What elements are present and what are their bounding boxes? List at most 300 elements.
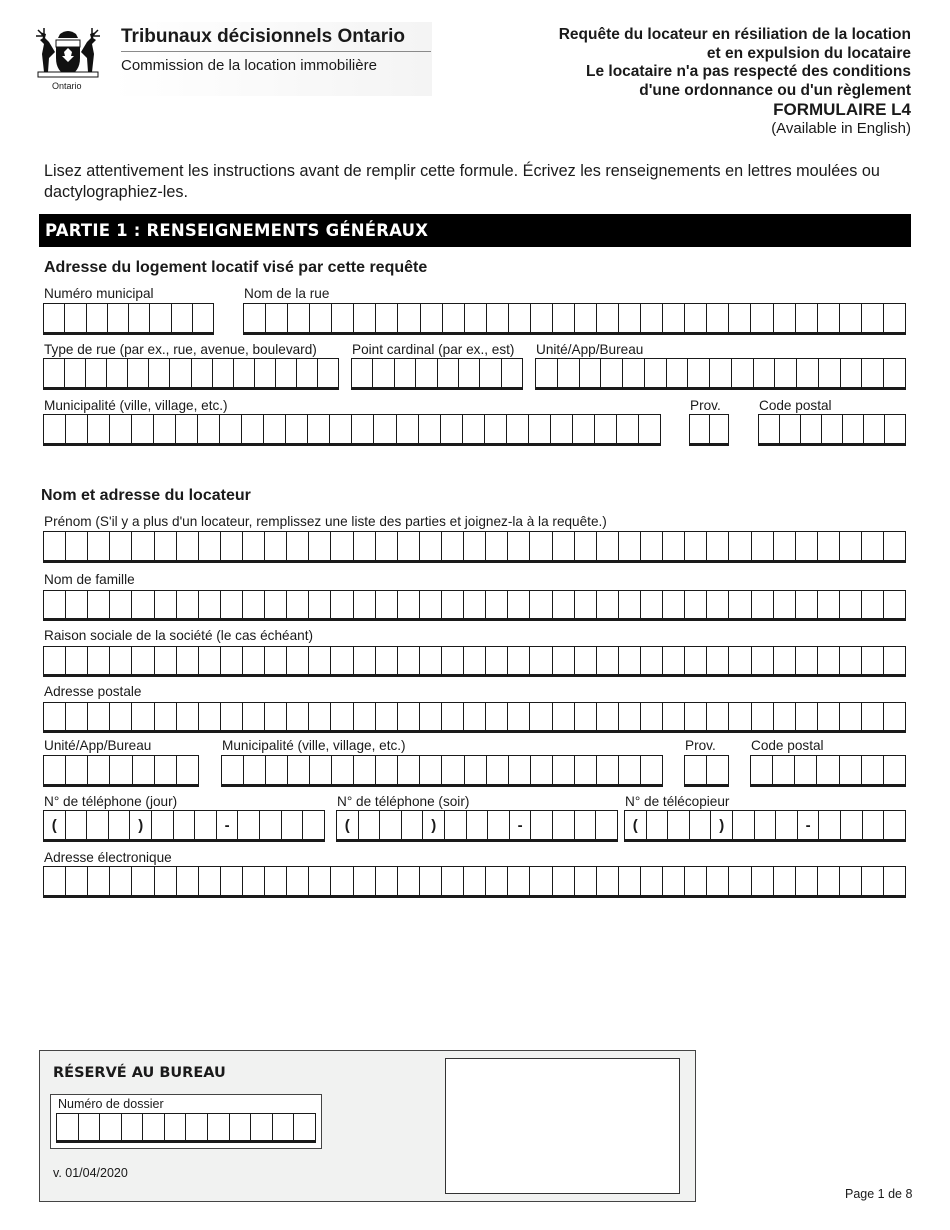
character-cell[interactable] xyxy=(595,811,617,839)
character-cell[interactable] xyxy=(706,304,728,332)
character-cell[interactable] xyxy=(772,756,794,784)
character-cell[interactable] xyxy=(596,647,618,674)
character-cell[interactable] xyxy=(507,867,529,895)
character-cell[interactable] xyxy=(109,532,131,560)
character-cell[interactable] xyxy=(530,756,552,784)
character-cell[interactable] xyxy=(706,703,728,730)
character-cell[interactable] xyxy=(818,811,840,839)
character-cell[interactable] xyxy=(883,703,905,730)
character-cell[interactable] xyxy=(128,304,149,332)
character-cell[interactable] xyxy=(800,415,821,443)
character-cell[interactable] xyxy=(65,647,87,674)
character-cell[interactable] xyxy=(884,415,905,443)
character-cell[interactable] xyxy=(529,591,551,618)
character-cell[interactable] xyxy=(709,359,731,387)
street-number-field[interactable] xyxy=(43,303,214,335)
character-cell[interactable] xyxy=(662,703,684,730)
character-cell[interactable] xyxy=(87,756,109,784)
character-cell[interactable] xyxy=(618,591,640,618)
character-cell[interactable] xyxy=(44,415,65,443)
character-cell[interactable] xyxy=(861,867,883,895)
character-cell[interactable] xyxy=(618,304,640,332)
character-cell[interactable] xyxy=(817,304,839,332)
character-cell[interactable] xyxy=(883,304,905,332)
phone-evening-field[interactable] xyxy=(336,810,618,842)
character-cell[interactable] xyxy=(839,756,861,784)
character-cell[interactable] xyxy=(131,703,153,730)
character-cell[interactable] xyxy=(242,591,264,618)
character-cell[interactable] xyxy=(773,304,795,332)
character-cell[interactable] xyxy=(176,867,198,895)
character-cell[interactable] xyxy=(861,703,883,730)
last-name-field[interactable] xyxy=(43,590,906,621)
character-cell[interactable] xyxy=(883,359,905,387)
character-cell[interactable] xyxy=(485,591,507,618)
character-cell[interactable] xyxy=(684,532,706,560)
character-cell[interactable] xyxy=(466,811,488,839)
character-cell[interactable] xyxy=(302,811,324,839)
character-cell[interactable] xyxy=(839,647,861,674)
character-cell[interactable] xyxy=(883,591,905,618)
character-cell[interactable] xyxy=(307,415,329,443)
email-field[interactable] xyxy=(43,866,906,898)
province-field[interactable] xyxy=(689,414,729,446)
character-cell[interactable] xyxy=(286,703,308,730)
character-cell[interactable] xyxy=(154,756,176,784)
character-cell[interactable] xyxy=(379,811,401,839)
character-cell[interactable] xyxy=(644,359,666,387)
character-cell[interactable] xyxy=(596,756,618,784)
character-cell[interactable] xyxy=(485,532,507,560)
character-cell[interactable] xyxy=(441,756,463,784)
character-cell[interactable] xyxy=(550,415,572,443)
character-cell[interactable] xyxy=(87,703,109,730)
character-cell[interactable] xyxy=(375,867,397,895)
character-cell[interactable] xyxy=(579,359,601,387)
character-cell[interactable] xyxy=(574,756,596,784)
landlord-municipality-field[interactable] xyxy=(221,755,663,787)
character-cell[interactable] xyxy=(401,811,423,839)
character-cell[interactable] xyxy=(154,647,176,674)
character-cell[interactable] xyxy=(536,359,557,387)
character-cell[interactable] xyxy=(840,811,862,839)
character-cell[interactable] xyxy=(572,415,594,443)
character-cell[interactable] xyxy=(817,591,839,618)
character-cell[interactable] xyxy=(618,532,640,560)
character-cell[interactable] xyxy=(487,811,509,839)
character-cell[interactable] xyxy=(754,811,776,839)
character-cell[interactable] xyxy=(78,1114,100,1140)
character-cell[interactable] xyxy=(109,591,131,618)
file-number-field[interactable] xyxy=(56,1113,316,1143)
character-cell[interactable] xyxy=(816,756,838,784)
character-cell[interactable] xyxy=(44,591,65,618)
character-cell[interactable] xyxy=(529,867,551,895)
character-cell[interactable] xyxy=(444,811,466,839)
character-cell[interactable] xyxy=(751,591,773,618)
character-cell[interactable] xyxy=(154,867,176,895)
street-type-field[interactable] xyxy=(43,358,339,390)
character-cell[interactable] xyxy=(87,532,109,560)
character-cell[interactable] xyxy=(375,532,397,560)
character-cell[interactable] xyxy=(883,756,905,784)
character-cell[interactable] xyxy=(596,532,618,560)
character-cell[interactable] xyxy=(272,1114,294,1140)
character-cell[interactable] xyxy=(286,591,308,618)
character-cell[interactable] xyxy=(441,532,463,560)
character-cell[interactable] xyxy=(795,591,817,618)
character-cell[interactable] xyxy=(107,304,128,332)
character-cell[interactable] xyxy=(109,415,131,443)
character-cell[interactable] xyxy=(862,811,884,839)
character-cell[interactable] xyxy=(751,703,773,730)
character-cell[interactable] xyxy=(706,591,728,618)
character-cell[interactable] xyxy=(220,647,242,674)
character-cell[interactable] xyxy=(690,415,709,443)
character-cell[interactable] xyxy=(684,304,706,332)
character-cell[interactable] xyxy=(419,867,441,895)
character-cell[interactable] xyxy=(750,304,772,332)
character-cell[interactable] xyxy=(817,647,839,674)
character-cell[interactable] xyxy=(222,756,243,784)
character-cell[interactable] xyxy=(64,359,85,387)
character-cell[interactable] xyxy=(507,591,529,618)
character-cell[interactable] xyxy=(839,703,861,730)
character-cell[interactable] xyxy=(263,415,285,443)
character-cell[interactable] xyxy=(375,703,397,730)
character-cell[interactable] xyxy=(728,532,750,560)
character-cell[interactable] xyxy=(640,647,662,674)
character-cell[interactable] xyxy=(220,591,242,618)
character-cell[interactable] xyxy=(731,359,753,387)
character-cell[interactable] xyxy=(462,415,484,443)
character-cell[interactable] xyxy=(207,1114,229,1140)
character-cell[interactable] xyxy=(86,811,108,839)
character-cell[interactable] xyxy=(142,1114,164,1140)
character-cell[interactable] xyxy=(751,756,772,784)
character-cell[interactable] xyxy=(552,811,574,839)
character-cell[interactable] xyxy=(552,867,574,895)
character-cell[interactable] xyxy=(662,532,684,560)
character-cell[interactable] xyxy=(463,532,485,560)
character-cell[interactable] xyxy=(242,703,264,730)
character-cell[interactable] xyxy=(173,811,195,839)
character-cell[interactable] xyxy=(131,532,153,560)
character-cell[interactable] xyxy=(153,415,175,443)
character-cell[interactable] xyxy=(44,756,65,784)
character-cell[interactable] xyxy=(463,647,485,674)
character-cell[interactable] xyxy=(353,867,375,895)
character-cell[interactable] xyxy=(308,647,330,674)
character-cell[interactable] xyxy=(817,867,839,895)
character-cell[interactable] xyxy=(773,532,795,560)
character-cell[interactable] xyxy=(259,811,281,839)
character-cell[interactable] xyxy=(286,532,308,560)
character-cell[interactable] xyxy=(242,647,264,674)
character-cell[interactable] xyxy=(264,532,286,560)
character-cell[interactable] xyxy=(121,1114,143,1140)
character-cell[interactable] xyxy=(684,867,706,895)
character-cell[interactable] xyxy=(706,756,728,784)
character-cell[interactable] xyxy=(44,532,65,560)
character-cell[interactable] xyxy=(415,359,436,387)
character-cell[interactable] xyxy=(87,591,109,618)
character-cell[interactable] xyxy=(662,867,684,895)
character-cell[interactable] xyxy=(557,359,579,387)
municipality-field[interactable] xyxy=(43,414,661,446)
character-cell[interactable] xyxy=(728,591,750,618)
landlord-postal-code-field[interactable] xyxy=(750,755,906,787)
character-cell[interactable] xyxy=(616,415,638,443)
character-cell[interactable] xyxy=(65,811,87,839)
character-cell[interactable] xyxy=(175,415,197,443)
character-cell[interactable] xyxy=(57,1114,78,1140)
character-cell[interactable] xyxy=(529,647,551,674)
character-cell[interactable] xyxy=(773,703,795,730)
character-cell[interactable] xyxy=(640,304,662,332)
character-cell[interactable] xyxy=(759,415,779,443)
character-cell[interactable] xyxy=(331,756,353,784)
phone-day-field[interactable] xyxy=(43,810,325,842)
character-cell[interactable] xyxy=(397,532,419,560)
character-cell[interactable] xyxy=(506,415,528,443)
character-cell[interactable] xyxy=(64,304,85,332)
character-cell[interactable] xyxy=(501,359,522,387)
character-cell[interactable] xyxy=(198,867,220,895)
character-cell[interactable] xyxy=(242,532,264,560)
character-cell[interactable] xyxy=(437,359,458,387)
character-cell[interactable] xyxy=(330,703,352,730)
character-cell[interactable] xyxy=(397,304,419,332)
character-cell[interactable] xyxy=(839,532,861,560)
character-cell[interactable] xyxy=(287,304,309,332)
character-cell[interactable] xyxy=(662,647,684,674)
character-cell[interactable] xyxy=(330,532,352,560)
character-cell[interactable] xyxy=(666,359,688,387)
character-cell[interactable] xyxy=(308,867,330,895)
character-cell[interactable] xyxy=(330,867,352,895)
character-cell[interactable] xyxy=(149,304,170,332)
character-cell[interactable] xyxy=(151,811,173,839)
character-cell[interactable] xyxy=(396,415,418,443)
character-cell[interactable] xyxy=(373,415,395,443)
company-name-field[interactable] xyxy=(43,646,906,677)
character-cell[interactable] xyxy=(397,591,419,618)
character-cell[interactable] xyxy=(507,703,529,730)
character-cell[interactable] xyxy=(618,867,640,895)
character-cell[interactable] xyxy=(751,867,773,895)
character-cell[interactable] xyxy=(684,647,706,674)
character-cell[interactable] xyxy=(164,1114,186,1140)
character-cell[interactable] xyxy=(464,756,486,784)
character-cell[interactable] xyxy=(191,359,212,387)
character-cell[interactable] xyxy=(574,647,596,674)
direction-field[interactable] xyxy=(351,358,523,390)
character-cell[interactable] xyxy=(285,415,307,443)
character-cell[interactable] xyxy=(709,415,729,443)
character-cell[interactable] xyxy=(264,647,286,674)
character-cell[interactable] xyxy=(275,359,296,387)
unit-field[interactable] xyxy=(535,358,906,390)
character-cell[interactable] xyxy=(397,703,419,730)
character-cell[interactable] xyxy=(863,415,884,443)
character-cell[interactable] xyxy=(308,591,330,618)
character-cell[interactable] xyxy=(265,304,287,332)
character-cell[interactable] xyxy=(728,703,750,730)
character-cell[interactable] xyxy=(441,591,463,618)
character-cell[interactable] xyxy=(662,304,684,332)
character-cell[interactable] xyxy=(596,591,618,618)
character-cell[interactable] xyxy=(883,811,905,839)
character-cell[interactable] xyxy=(131,647,153,674)
character-cell[interactable] xyxy=(861,304,883,332)
character-cell[interactable] xyxy=(441,703,463,730)
character-cell[interactable] xyxy=(464,304,486,332)
character-cell[interactable] xyxy=(243,756,265,784)
character-cell[interactable] xyxy=(219,415,241,443)
character-cell[interactable] xyxy=(220,532,242,560)
character-cell[interactable] xyxy=(330,591,352,618)
character-cell[interactable] xyxy=(775,811,797,839)
character-cell[interactable] xyxy=(281,811,303,839)
character-cell[interactable] xyxy=(250,1114,272,1140)
character-cell[interactable] xyxy=(86,304,107,332)
character-cell[interactable] xyxy=(751,532,773,560)
character-cell[interactable] xyxy=(596,304,618,332)
character-cell[interactable] xyxy=(44,359,64,387)
character-cell[interactable] xyxy=(667,811,689,839)
character-cell[interactable] xyxy=(353,304,375,332)
character-cell[interactable] xyxy=(507,532,529,560)
character-cell[interactable] xyxy=(508,304,530,332)
character-cell[interactable] xyxy=(65,415,87,443)
character-cell[interactable] xyxy=(286,867,308,895)
character-cell[interactable] xyxy=(640,867,662,895)
character-cell[interactable] xyxy=(65,867,87,895)
character-cell[interactable] xyxy=(821,415,842,443)
character-cell[interactable] xyxy=(254,359,275,387)
character-cell[interactable] xyxy=(109,703,131,730)
character-cell[interactable] xyxy=(687,359,709,387)
character-cell[interactable] xyxy=(264,591,286,618)
character-cell[interactable] xyxy=(795,867,817,895)
character-cell[interactable] xyxy=(530,304,552,332)
character-cell[interactable] xyxy=(508,756,530,784)
character-cell[interactable] xyxy=(397,647,419,674)
character-cell[interactable] xyxy=(87,867,109,895)
character-cell[interactable] xyxy=(85,359,106,387)
character-cell[interactable] xyxy=(419,703,441,730)
character-cell[interactable] xyxy=(552,304,574,332)
postal-code-field[interactable] xyxy=(758,414,906,446)
character-cell[interactable] xyxy=(484,415,506,443)
character-cell[interactable] xyxy=(317,359,338,387)
character-cell[interactable] xyxy=(353,756,375,784)
character-cell[interactable] xyxy=(622,359,644,387)
character-cell[interactable] xyxy=(351,415,373,443)
character-cell[interactable] xyxy=(552,647,574,674)
character-cell[interactable] xyxy=(751,647,773,674)
fax-field[interactable] xyxy=(624,810,906,842)
character-cell[interactable] xyxy=(552,756,574,784)
character-cell[interactable] xyxy=(420,304,442,332)
character-cell[interactable] xyxy=(353,703,375,730)
character-cell[interactable] xyxy=(353,591,375,618)
character-cell[interactable] xyxy=(197,415,219,443)
character-cell[interactable] xyxy=(220,867,242,895)
character-cell[interactable] xyxy=(773,867,795,895)
character-cell[interactable] xyxy=(529,703,551,730)
character-cell[interactable] xyxy=(574,591,596,618)
character-cell[interactable] xyxy=(296,359,317,387)
character-cell[interactable] xyxy=(65,756,87,784)
character-cell[interactable] xyxy=(706,647,728,674)
character-cell[interactable] xyxy=(817,532,839,560)
character-cell[interactable] xyxy=(132,756,154,784)
character-cell[interactable] xyxy=(264,867,286,895)
character-cell[interactable] xyxy=(237,811,259,839)
character-cell[interactable] xyxy=(109,647,131,674)
character-cell[interactable] xyxy=(794,756,816,784)
character-cell[interactable] xyxy=(463,703,485,730)
character-cell[interactable] xyxy=(375,304,397,332)
character-cell[interactable] xyxy=(706,532,728,560)
character-cell[interactable] xyxy=(309,304,331,332)
character-cell[interactable] xyxy=(148,359,169,387)
character-cell[interactable] xyxy=(529,532,551,560)
character-cell[interactable] xyxy=(330,647,352,674)
character-cell[interactable] xyxy=(507,647,529,674)
character-cell[interactable] xyxy=(463,867,485,895)
character-cell[interactable] xyxy=(329,415,351,443)
character-cell[interactable] xyxy=(358,811,380,839)
character-cell[interactable] xyxy=(574,867,596,895)
character-cell[interactable] xyxy=(418,415,440,443)
character-cell[interactable] xyxy=(233,359,254,387)
character-cell[interactable] xyxy=(308,703,330,730)
character-cell[interactable] xyxy=(87,415,109,443)
character-cell[interactable] xyxy=(154,532,176,560)
character-cell[interactable] xyxy=(774,359,796,387)
character-cell[interactable] xyxy=(308,532,330,560)
character-cell[interactable] xyxy=(442,304,464,332)
mailing-address-field[interactable] xyxy=(43,702,906,733)
character-cell[interactable] xyxy=(241,415,263,443)
character-cell[interactable] xyxy=(640,756,662,784)
character-cell[interactable] xyxy=(463,591,485,618)
character-cell[interactable] xyxy=(265,756,287,784)
character-cell[interactable] xyxy=(375,647,397,674)
character-cell[interactable] xyxy=(861,647,883,674)
character-cell[interactable] xyxy=(574,703,596,730)
character-cell[interactable] xyxy=(706,867,728,895)
character-cell[interactable] xyxy=(685,756,706,784)
character-cell[interactable] xyxy=(244,304,265,332)
character-cell[interactable] xyxy=(640,703,662,730)
landlord-province-field[interactable] xyxy=(684,755,729,787)
character-cell[interactable] xyxy=(154,703,176,730)
character-cell[interactable] xyxy=(109,756,131,784)
character-cell[interactable] xyxy=(795,304,817,332)
character-cell[interactable] xyxy=(198,532,220,560)
character-cell[interactable] xyxy=(176,591,198,618)
character-cell[interactable] xyxy=(372,359,393,387)
character-cell[interactable] xyxy=(154,591,176,618)
character-cell[interactable] xyxy=(574,532,596,560)
character-cell[interactable] xyxy=(817,703,839,730)
character-cell[interactable] xyxy=(596,867,618,895)
character-cell[interactable] xyxy=(861,532,883,560)
